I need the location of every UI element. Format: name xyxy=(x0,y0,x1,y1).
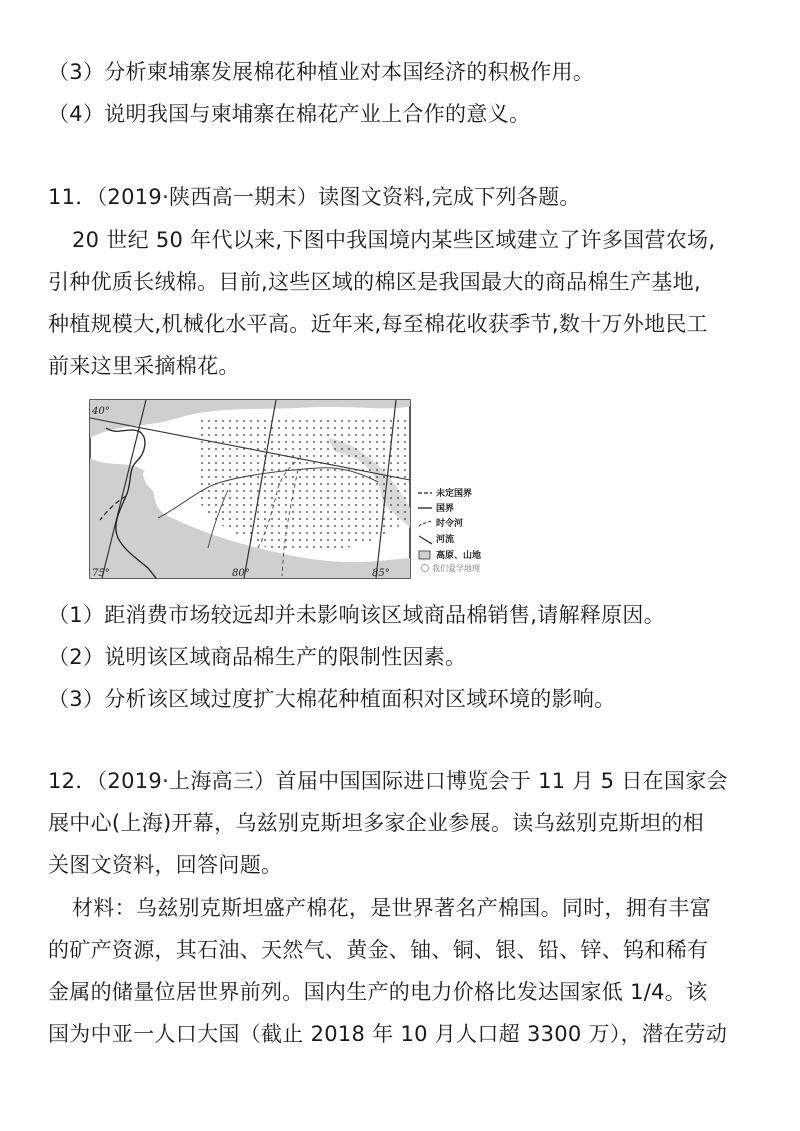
q12-heading-line: 展中心(上海)开幕，乌兹别克斯坦多家企业参展。读乌兹别克斯坦的相 xyxy=(48,811,704,835)
lon-75-label: 75° xyxy=(92,568,110,579)
q11-para-line: 种植规模大,机械化水平高。近年来,每至棉花收获季节,数十万外地民工 xyxy=(48,312,708,336)
q10-sub3: （3）分析柬埔寨发展棉花种植业对本国经济的积极作用。 xyxy=(48,60,595,84)
cotton-region-map xyxy=(88,398,508,582)
q12-material-line: 国为中亚一人口大国（截止 2018 年 10 月人口超 3300 万），潜在劳动 xyxy=(48,1022,728,1046)
legend-label: 国界 xyxy=(436,504,455,514)
q11-sub3: （3）分析该区域过度扩大棉花种植面积对区域环境的影响。 xyxy=(48,687,616,711)
q11-heading: 11．（2019·陕西高一期末）读图文资料,完成下列各题。 xyxy=(48,185,581,209)
watermark-text: 我们爱学地理 xyxy=(432,564,480,573)
legend-symbol-seasonal-river xyxy=(419,520,432,526)
wechat-icon xyxy=(422,565,429,572)
q11-para-line: 前来这里采摘棉花。 xyxy=(48,354,240,378)
legend-label: 河流 xyxy=(436,535,455,545)
legend-label: 高原、山地 xyxy=(436,551,482,561)
legend-symbol-highland xyxy=(419,551,430,559)
map-legend xyxy=(418,487,481,561)
legend-symbol-river xyxy=(419,536,432,544)
q11-para-line: 20 世纪 50 年代以来,下图中我国境内某些区域建立了许多国营农场, xyxy=(72,228,716,252)
cotton-dotted-area xyxy=(198,416,408,550)
watermark xyxy=(422,563,481,573)
q12-material-line: 材料：乌兹别克斯坦盛产棉花，是世界著名产棉国。同时，拥有丰富 xyxy=(72,896,711,920)
q12-material-line: 的矿产资源，其石油、天然气、黄金、铀、铜、银、铅、锌、钨和稀有 xyxy=(48,938,709,962)
q11-para-line: 引种优质长绒棉。目前,这些区域的棉区是我国最大的商品棉生产基地, xyxy=(48,270,701,294)
q11-sub1: （1）距消费市场较远却并未影响该区域商品棉销售,请解释原因。 xyxy=(48,603,666,627)
q12-heading-line: 12．（2019·上海高三）首届中国国际进口博览会于 11 月 5 日在国家会 xyxy=(48,769,728,793)
lat-40-label: 40° xyxy=(92,406,110,417)
lon-80-label: 80° xyxy=(232,568,250,579)
q12-material-line: 金属的储量位居世界前列。国内生产的电力价格比发达国家低 1/4。该 xyxy=(48,980,708,1004)
q10-sub4: （4）说明我国与柬埔寨在棉花产业上合作的意义。 xyxy=(48,102,531,126)
legend-label: 时令河 xyxy=(436,519,464,529)
legend-label: 未定国界 xyxy=(436,489,473,499)
lon-85-label: 85° xyxy=(372,568,390,579)
q11-sub2: （2）说明该区域商品棉生产的限制性因素。 xyxy=(48,645,467,669)
q12-heading-line: 关图文资料，回答问题。 xyxy=(48,853,283,877)
